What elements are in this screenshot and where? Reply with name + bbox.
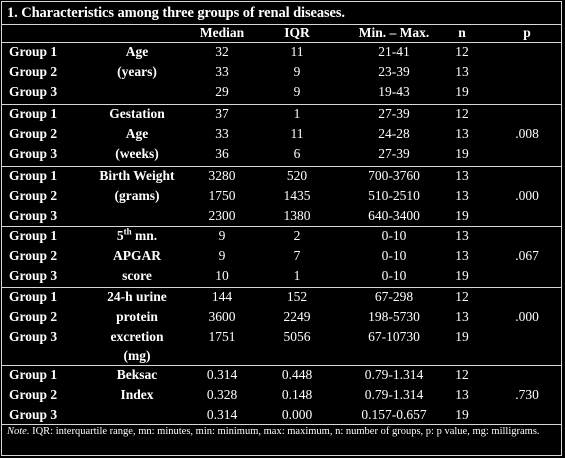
iqr-value: 9	[293, 84, 301, 99]
table-title: 1. Characteristics among three groups of renal diseases.	[7, 5, 345, 21]
group-label: Group 1	[9, 367, 58, 382]
minmax-value: 510-2510	[368, 188, 420, 203]
n-value: 19	[455, 329, 469, 344]
iqr-value: 520	[286, 168, 308, 183]
minmax-value: 0.79-1.314	[364, 367, 424, 382]
group-label: Group 2	[9, 126, 58, 141]
header-n: n	[458, 25, 466, 40]
median-value: 32	[215, 44, 229, 59]
variable-label: Age	[125, 44, 149, 59]
section-divider	[2, 287, 561, 288]
section-divider	[2, 226, 561, 227]
n-value: 13	[455, 168, 469, 183]
group-label: Group 3	[9, 329, 58, 344]
section-divider	[2, 166, 561, 167]
group-label: Group 2	[9, 188, 58, 203]
variable-label: Age	[125, 126, 149, 141]
group-label: Group 3	[9, 84, 58, 99]
iqr-value: 6	[293, 146, 301, 161]
group-label: Group 2	[9, 387, 58, 402]
iqr-value: 11	[290, 126, 304, 141]
minmax-value: 67-10730	[368, 329, 420, 344]
group-label: Group 1	[9, 106, 58, 121]
variable-label: score	[122, 268, 152, 283]
group-label: Group 3	[9, 208, 58, 223]
section-divider	[2, 365, 561, 366]
minmax-value: 0.79-1.314	[364, 387, 424, 402]
group-label: Group 1	[9, 44, 58, 59]
n-value: 19	[455, 84, 469, 99]
iqr-value: 1	[293, 106, 301, 121]
median-value: 33	[215, 126, 229, 141]
variable-label: (weeks)	[115, 146, 159, 161]
variable-label: excretion	[110, 329, 164, 344]
n-value: 13	[455, 126, 469, 141]
minmax-value: 640-3400	[368, 208, 420, 223]
variable-label: Birth Weight	[99, 168, 175, 183]
n-value: 13	[455, 64, 469, 79]
minmax-value: 198-5730	[368, 309, 420, 324]
variable-label: Gestation	[109, 106, 165, 121]
variable-label: (mg)	[123, 348, 151, 363]
median-value: 9	[218, 248, 226, 263]
group-label: Group 1	[9, 289, 58, 304]
group-label: Group 3	[9, 407, 58, 422]
minmax-value: 0.157-0.657	[361, 407, 427, 422]
iqr-value: 2249	[283, 309, 311, 324]
minmax-value: 0-10	[381, 228, 407, 243]
p-value: .000	[515, 188, 539, 203]
median-value: 37	[215, 106, 229, 121]
p-value: .730	[515, 387, 539, 402]
header-divider	[2, 42, 561, 43]
variable-label: (grams)	[114, 188, 160, 203]
n-value: 19	[455, 208, 469, 223]
n-value: 13	[455, 248, 469, 263]
n-value: 19	[455, 146, 469, 161]
iqr-value: 0.000	[281, 407, 313, 422]
variable-label: 24-h urine	[107, 289, 167, 304]
n-value: 19	[455, 268, 469, 283]
iqr-value: 1435	[283, 188, 311, 203]
minmax-value: 0-10	[381, 268, 407, 283]
median-value: 3280	[208, 168, 236, 183]
n-value: 12	[455, 289, 469, 304]
n-value: 13	[455, 387, 469, 402]
table-frame	[1, 1, 562, 456]
n-value: 13	[455, 309, 469, 324]
iqr-value: 7	[293, 248, 301, 263]
table-note	[7, 426, 562, 438]
header-iqr: IQR	[284, 25, 310, 40]
variable-label: Index	[120, 387, 154, 402]
header-minmax: Min. – Max.	[358, 25, 430, 40]
minmax-value: 24-28	[378, 126, 410, 141]
variable-label: APGAR	[113, 248, 161, 263]
iqr-value: 11	[290, 44, 304, 59]
minmax-value: 67-298	[374, 289, 414, 304]
median-value: 29	[215, 84, 229, 99]
p-value: .067	[515, 248, 539, 263]
group-label: Group 2	[9, 309, 58, 324]
median-value: 33	[215, 64, 229, 79]
n-value: 13	[455, 188, 469, 203]
median-value: 3600	[208, 309, 236, 324]
note-label: Note.	[7, 426, 30, 437]
variable-label: protein	[116, 309, 158, 324]
median-value: 1750	[208, 188, 236, 203]
iqr-value: 2	[293, 228, 301, 243]
variable-label: (years)	[117, 64, 157, 79]
header-median: Median	[199, 25, 245, 40]
median-value: 10	[215, 268, 229, 283]
median-value: 144	[211, 289, 233, 304]
p-value: .000	[515, 309, 539, 324]
minmax-value: 0-10	[381, 248, 407, 263]
group-label: Group 2	[9, 64, 58, 79]
minmax-value: 23-39	[378, 64, 410, 79]
minmax-value: 27-39	[378, 146, 410, 161]
group-label: Group 1	[9, 228, 58, 243]
median-value: 36	[215, 146, 229, 161]
iqr-value: 0.148	[281, 387, 313, 402]
median-value: 9	[218, 228, 226, 243]
iqr-value: 9	[293, 64, 301, 79]
p-value: .008	[515, 126, 539, 141]
group-label: Group 3	[9, 146, 58, 161]
median-value: 0.314	[206, 367, 238, 382]
iqr-value: 0.448	[281, 367, 313, 382]
variable-label: Beksac	[116, 367, 158, 382]
group-label: Group 2	[9, 248, 58, 263]
section-divider	[2, 104, 561, 105]
median-value: 2300	[208, 208, 236, 223]
iqr-value: 152	[286, 289, 308, 304]
n-value: 12	[455, 367, 469, 382]
minmax-value: 21-41	[378, 44, 410, 59]
iqr-value: 5056	[283, 329, 311, 344]
minmax-value: 700-3760	[368, 168, 420, 183]
n-value: 12	[455, 44, 469, 59]
header-p: p	[523, 25, 531, 40]
iqr-value: 1380	[283, 208, 311, 223]
note-text: IQR: interquartile range, mn: minutes, min: minimum, max: maximum, n: number of groups, p: p value, mg: milligrams.	[29, 426, 540, 437]
group-label: Group 3	[9, 268, 58, 283]
median-value: 0.314	[206, 407, 238, 422]
median-value: 0.328	[206, 387, 238, 402]
variable-label: 5th mn.	[116, 226, 158, 243]
n-value: 12	[455, 106, 469, 121]
group-label: Group 1	[9, 168, 58, 183]
minmax-value: 27-39	[378, 106, 410, 121]
note-divider	[2, 424, 561, 425]
n-value: 13	[455, 228, 469, 243]
n-value: 19	[455, 407, 469, 422]
median-value: 1751	[208, 329, 236, 344]
iqr-value: 1	[293, 268, 301, 283]
minmax-value: 19-43	[378, 84, 410, 99]
